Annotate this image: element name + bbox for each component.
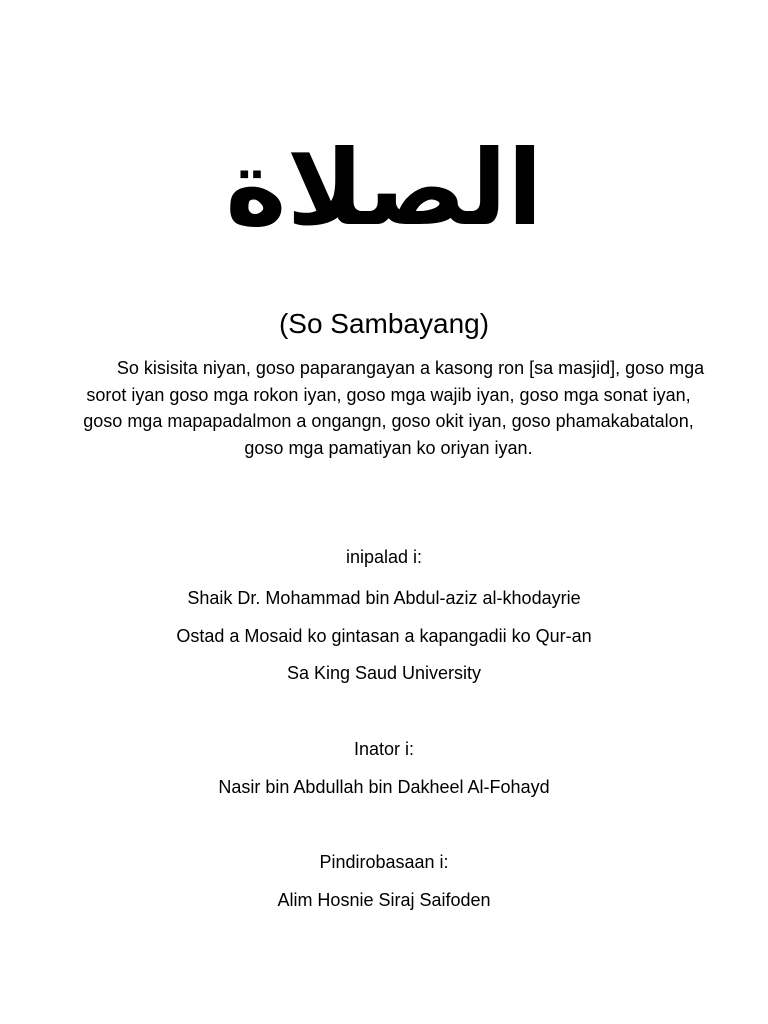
translator-name: Nasir bin Abdullah bin Dakheel Al-Fohayd bbox=[218, 777, 550, 797]
intro-text: So kisisita niyan, goso paparangayan a kasong ron [sa masjid], goso mga sorot iyan goso mga rokon iyan, goso mga wajib iyan, goso mga sonat iyan, goso mga mapapadalmon a ongangn, goso okit iyan, goso phamakabatalon, goso mga pamatiyan ko oriyan iyan. bbox=[83, 358, 705, 458]
reviewer-label: Pindirobasaan i: bbox=[319, 852, 449, 872]
translator-label: Inator i: bbox=[353, 739, 415, 759]
intro-paragraph bbox=[66, 355, 711, 461]
author-name: Shaik Dr. Mohammad bin Abdul-aziz al-khodayrie bbox=[187, 588, 581, 608]
author-title: Ostad a Mosaid ko gintasan a kapangadii ko Qur-an bbox=[176, 626, 592, 646]
subtitle: (So Sambayang) bbox=[278, 308, 490, 339]
reviewer-name: Alim Hosnie Siraj Saifoden bbox=[277, 890, 491, 910]
arabic-title: الصلاة bbox=[225, 127, 543, 249]
author-affiliation: Sa King Saud University bbox=[286, 663, 482, 683]
compiled-by-label: inipalad i: bbox=[345, 547, 423, 567]
